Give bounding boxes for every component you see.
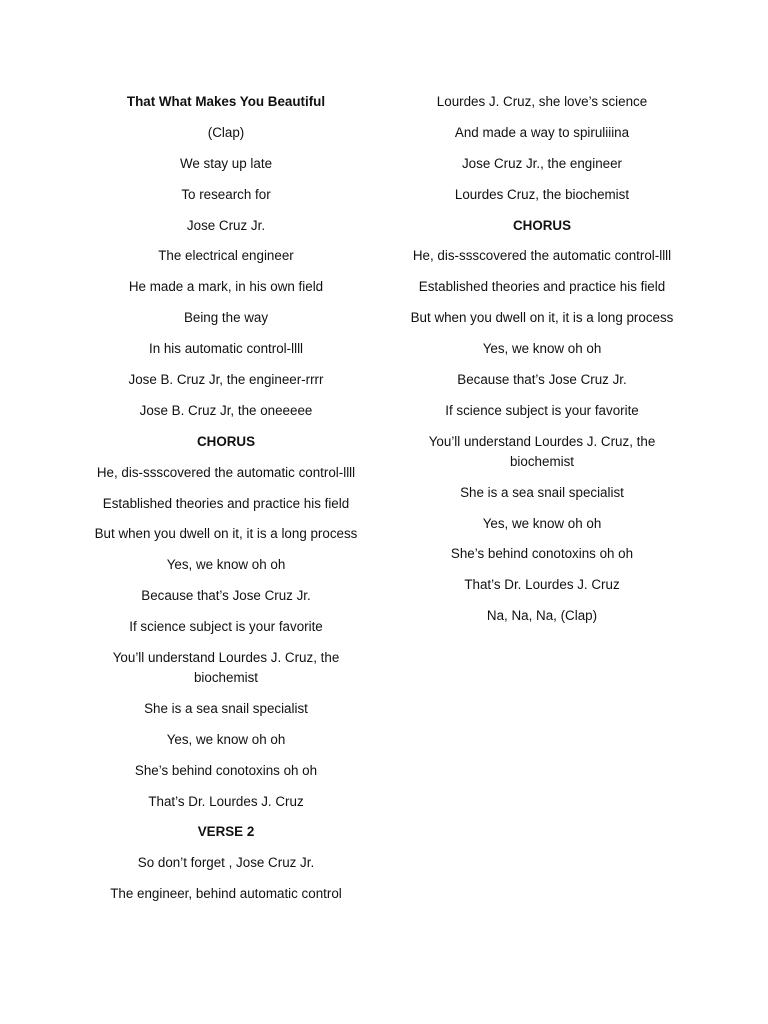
lyric-line: She is a sea snail specialist <box>460 484 624 500</box>
lyric-line: (Clap) <box>207 124 245 140</box>
lyric-line: To research for <box>181 186 271 202</box>
lyric-line: He, dis-ssscovered the automatic control-llll <box>96 464 356 480</box>
lyric-line: Na, Na, Na, (Clap) <box>486 608 598 624</box>
lyric-line: Jose B. Cruz Jr, the oneeeee <box>139 402 313 418</box>
lyric-line: If science subject is your favorite <box>445 402 639 418</box>
lyric-line: That’s Dr. Lourdes J. Cruz <box>464 577 620 593</box>
lyric-line: Because that’s Jose Cruz Jr. <box>141 588 311 604</box>
lyric-line: That’s Dr. Lourdes J. Cruz <box>148 793 304 809</box>
lyric-line: He, dis-ssscovered the automatic control-llll <box>412 248 672 264</box>
lyric-line: The engineer, behind automatic control <box>110 886 342 902</box>
lyric-line: Being the way <box>183 310 269 326</box>
lyric-line: But when you dwell on it, it is a long process <box>410 310 674 326</box>
lyric-line: He made a mark, in his own field <box>128 279 324 295</box>
lyric-line: She’s behind conotoxins oh oh <box>134 762 318 778</box>
lyric-line: She is a sea snail specialist <box>144 700 308 716</box>
lyric-line: So don’t forget , Jose Cruz Jr. <box>137 855 315 871</box>
lyrics-column-right <box>392 92 692 637</box>
lyric-line: Because that’s Jose Cruz Jr. <box>457 372 627 388</box>
lyric-line: Established theories and practice his field <box>418 279 666 295</box>
lyric-line: Yes, we know oh oh <box>166 731 286 747</box>
lyric-line: The electrical engineer <box>158 248 294 264</box>
lyric-line: Jose B. Cruz Jr, the engineer-rrrr <box>128 372 324 388</box>
lyric-line: But when you dwell on it, it is a long process <box>94 526 358 542</box>
lyric-line: Yes, we know oh oh <box>166 557 286 573</box>
lyric-line: Jose Cruz Jr., the engineer <box>461 155 623 171</box>
lyric-line: Lourdes J. Cruz, she love’s science <box>436 94 648 109</box>
lyric-line: She’s behind conotoxins oh oh <box>450 546 634 562</box>
lyric-line: Yes, we know oh oh <box>482 515 602 531</box>
lyric-line: Yes, we know oh oh <box>482 341 602 357</box>
lyric-line: You’ll understand Lourdes J. Cruz, the biochemist <box>428 433 656 469</box>
lyric-line: In his automatic control-llll <box>148 341 304 357</box>
song-title: That What Makes You Beautiful <box>126 94 326 109</box>
lyric-line: And made a way to spiruliiina <box>454 124 630 140</box>
lyrics-column-left <box>76 92 376 915</box>
lyric-line: Established theories and practice his field <box>102 495 350 511</box>
section-heading-chorus: CHORUS <box>512 217 572 233</box>
lyric-line: Jose Cruz Jr. <box>186 217 266 233</box>
lyric-line: You’ll understand Lourdes J. Cruz, the biochemist <box>112 650 340 686</box>
lyric-line: Lourdes Cruz, the biochemist <box>454 186 630 202</box>
section-heading-verse-2: VERSE 2 <box>197 824 255 840</box>
lyric-line: We stay up late <box>179 155 273 171</box>
section-heading-chorus: CHORUS <box>196 433 256 449</box>
lyric-line: If science subject is your favorite <box>129 619 323 635</box>
